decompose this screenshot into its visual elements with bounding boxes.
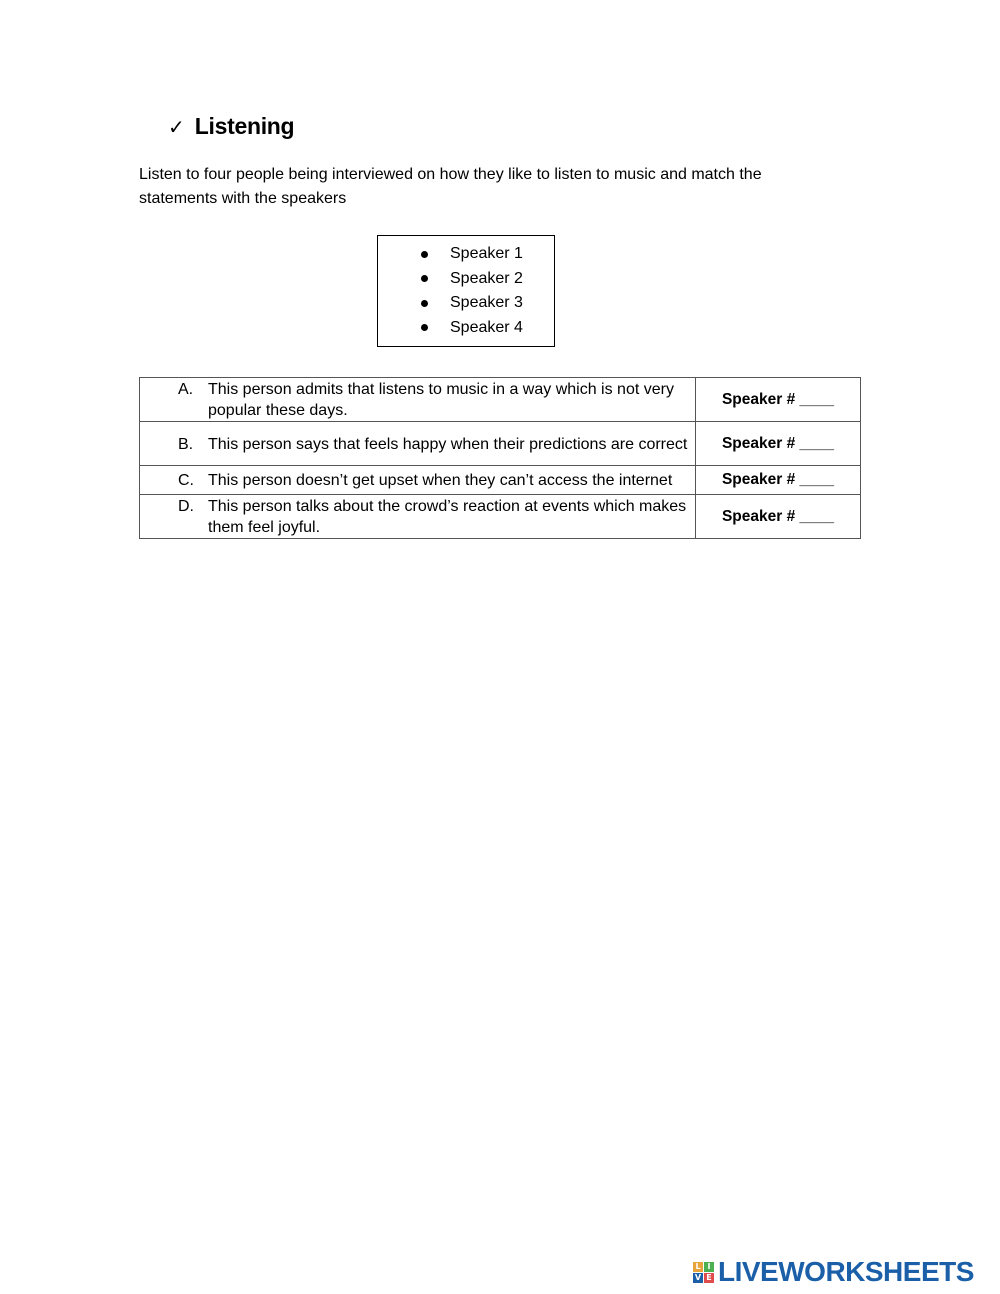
logo-mark-letter: L: [693, 1262, 703, 1272]
answer-blank[interactable]: Speaker # ____: [696, 466, 861, 495]
matching-table: [139, 377, 861, 539]
logo-mark-letter: I: [704, 1262, 714, 1272]
statement-cell: [140, 378, 696, 422]
statement-cell: [140, 422, 696, 466]
logo-mark-letter: V: [694, 1272, 702, 1282]
table-row: [140, 378, 861, 422]
bullet-icon: [421, 251, 428, 258]
speaker-item: Speaker 1: [378, 242, 554, 267]
answer-blank[interactable]: Speaker # ____: [696, 495, 861, 539]
speaker-item: Speaker 4: [378, 316, 554, 341]
statement-letter: A.: [178, 381, 194, 398]
table-row: [140, 422, 861, 466]
table-row: [140, 466, 861, 495]
statement-letter: D.: [178, 498, 194, 515]
statement-text: This person doesn’t get upset when they can’t access the internet: [208, 472, 673, 489]
answer-blank[interactable]: Speaker # ____: [696, 378, 861, 422]
heading-title: Listening: [194, 113, 295, 139]
liveworksheets-logo: [693, 1256, 974, 1288]
instructions-text: Listen to four people being interviewed on how they like to listen to music and match the statements with the speakers: [139, 166, 762, 207]
table-row: [140, 495, 861, 539]
statement-text: This person admits that listens to music in a way which is not very popular these days.: [208, 381, 674, 419]
statement-text: This person says that feels happy when their predictions are correct: [208, 435, 688, 453]
statement-cell: [140, 495, 696, 539]
bullet-icon: [421, 300, 428, 307]
statement-cell: [140, 466, 696, 495]
logo-text: LIVEWORKSHEETS: [718, 1256, 974, 1287]
logo-mark-letter: E: [704, 1273, 714, 1283]
check-icon: ✓: [168, 114, 185, 139]
statement-text: This person talks about the crowd’s reaction at events which makes them feel joyful.: [208, 498, 687, 536]
statement-letter: B.: [178, 435, 194, 453]
bullet-icon: [421, 324, 428, 331]
speaker-list-box: [377, 235, 555, 347]
section-heading: [168, 113, 294, 140]
logo-mark-icon: [693, 1262, 714, 1283]
speaker-item: Speaker 2: [378, 267, 554, 292]
statement-letter: C.: [178, 472, 194, 489]
bullet-icon: [421, 275, 428, 282]
speaker-item: Speaker 3: [378, 291, 554, 316]
answer-blank[interactable]: Speaker # ____: [696, 422, 861, 466]
